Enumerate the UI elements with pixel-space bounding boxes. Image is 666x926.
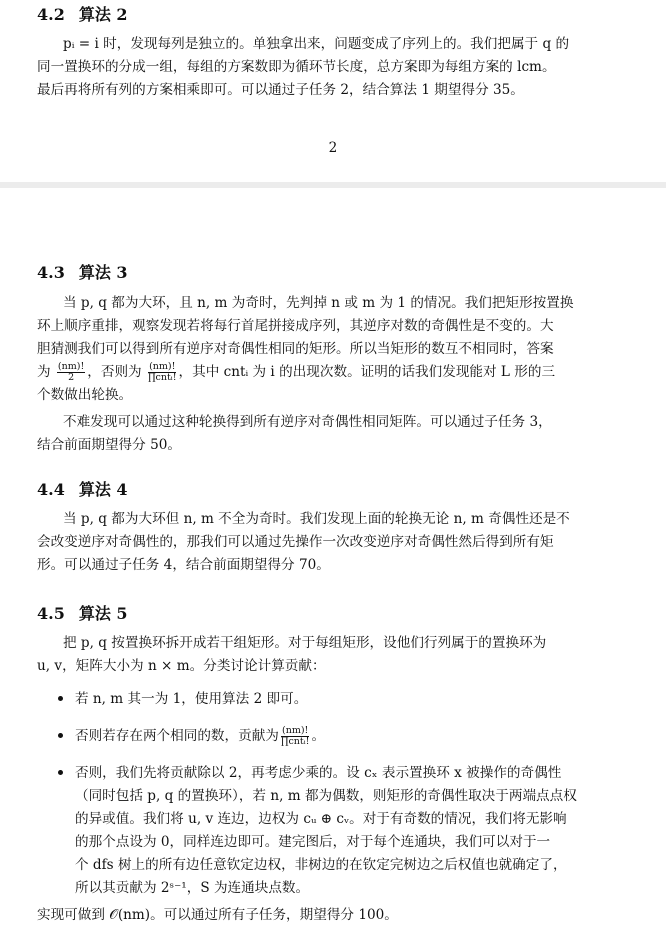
text-fragment: 否则若存在两个相同的数，贡献为: [75, 728, 279, 744]
text-line: 会改变逆序对奇偶性的，那我们可以通过先操作一次改变逆序对奇偶性然后得到所有矩: [37, 534, 554, 550]
text-fragment: 。: [311, 728, 326, 744]
text-line: 的那个点设为 0，同样连边即可。建完图后，对于每个连通块，我们可以对于一: [75, 834, 551, 850]
text-line: 个 dfs 树上的所有边任意钦定边权，非树边的在钦定完树边之后权值也就确定了，: [75, 857, 567, 873]
section-number: 4.2: [37, 5, 65, 24]
section-4-3-paragraph-1: [37, 292, 610, 407]
section-4-3-heading: [37, 260, 128, 283]
section-4-5-intro: [37, 632, 610, 678]
text-line: 环上顺序重排，观察发现若将每行首尾拼接成序列，其逆序对数的奇偶性是不变的。大: [37, 318, 554, 334]
page-top: [0, 0, 666, 180]
bullet-icon: [58, 733, 63, 738]
fraction-denominator: ∏cntᵢ!: [147, 372, 177, 383]
section-number: 4.4: [37, 480, 65, 499]
text-line: pᵢ = i 时，发现每列是独立的。单独拿出来，问题变成了序列上的。我们把属于 q 的: [63, 36, 570, 52]
page-bottom: [0, 188, 666, 926]
text-line: 胆猜测我们可以得到所有逆序对奇偶性相同的矩形。所以当矩形的数互不相同时，答案: [37, 341, 554, 357]
text-fragment: 为: [37, 364, 51, 380]
section-number: 4.3: [37, 263, 65, 282]
text-line: 否则，我们先将贡献除以 2，再考虑少乘的。设 cₓ 表示置换环 x 被操作的奇偶性: [75, 765, 562, 781]
text-line-with-fractions: [37, 361, 610, 384]
bullet-icon: [58, 696, 63, 701]
section-number: 4.5: [37, 604, 65, 623]
text-line-with-fraction: [75, 725, 607, 748]
fraction-nm-over-prod-cnt: [281, 726, 310, 747]
section-4-2-paragraph: [37, 33, 610, 102]
fraction-denominator: ∏cntᵢ!: [280, 736, 310, 747]
text-fragment: ，其中 cntᵢ 为 i 的出现次数。证明的话我们发现能对 L 形的三: [178, 364, 556, 380]
fraction-nm-over-prod-cnt: [148, 362, 177, 383]
page-number: 2: [328, 140, 338, 156]
section-4-2-heading: [37, 2, 128, 25]
section-title: 算法 3: [78, 263, 128, 282]
text-line: 同一置换环的分成一组，每组的方案数即为循环节长度，总方案即为每组方案的 lcm。: [37, 59, 556, 75]
fraction-nm-over-2: [57, 362, 85, 383]
section-4-5-heading: [37, 601, 128, 624]
section-4-5-closing: [37, 904, 610, 926]
text-line: 的异或值。我们将 u, v 连边，边权为 cᵤ ⊕ cᵥ。对于有奇数的情况，我们将无影响: [75, 811, 567, 827]
fraction-numerator: (nm)!: [57, 361, 85, 372]
section-title: 算法 2: [78, 5, 128, 24]
fraction-denominator: 2: [68, 372, 75, 383]
section-title: 算法 5: [78, 604, 128, 623]
section-4-3-paragraph-2: [37, 411, 610, 457]
text-line: 实现可做到 𝒪(nm)。可以通过所有子任务，期望得分 100。: [37, 907, 398, 923]
text-line: 形。可以通过子任务 4，结合前面期望得分 70。: [37, 557, 330, 573]
text-line: 当 p, q 都为大环但 n, m 不全为奇时。我们发现上面的轮换无论 n, m 奇偶性还是不: [63, 511, 570, 527]
text-line: 若 n, m 其一为 1，使用算法 2 即可。: [75, 691, 308, 707]
text-line: u, v，矩阵大小为 n × m。分类讨论计算贡献：: [37, 658, 326, 674]
text-line: 结合前面期望得分 50。: [37, 437, 181, 453]
text-line: 个数做出轮换。: [37, 387, 133, 403]
text-fragment: ，否则为: [87, 364, 142, 380]
text-line: （同时包括 p, q 的置换环），若 n, m 都为偶数，则矩形的奇偶性取决于两端点点权: [75, 788, 577, 804]
section-4-4-paragraph: [37, 508, 610, 577]
fraction-numerator: (nm)!: [282, 725, 309, 736]
bullet-icon: [58, 770, 63, 775]
text-line: 当 p, q 都为大环，且 n, m 为奇时，先判掉 n 或 m 为 1 的情况。我们把矩形按置换: [63, 295, 574, 311]
text-line: 把 p, q 按置换环拆开成若干组矩形。对于每组矩形，设他们行列属于的置换环为: [63, 635, 547, 651]
text-line: 不难发现可以通过这种轮换得到所有逆序对奇偶性相同矩阵。可以通过子任务 3，: [63, 414, 552, 430]
text-line: 最后再将所有列的方案相乘即可。可以通过子任务 2，结合算法 1 期望得分 35。: [37, 82, 524, 98]
section-4-4-heading: [37, 477, 128, 500]
section-title: 算法 4: [78, 480, 128, 499]
fraction-numerator: (nm)!: [149, 361, 176, 372]
text-line: 所以其贡献为 2ˢ⁻¹，S 为连通块点数。: [75, 880, 310, 896]
